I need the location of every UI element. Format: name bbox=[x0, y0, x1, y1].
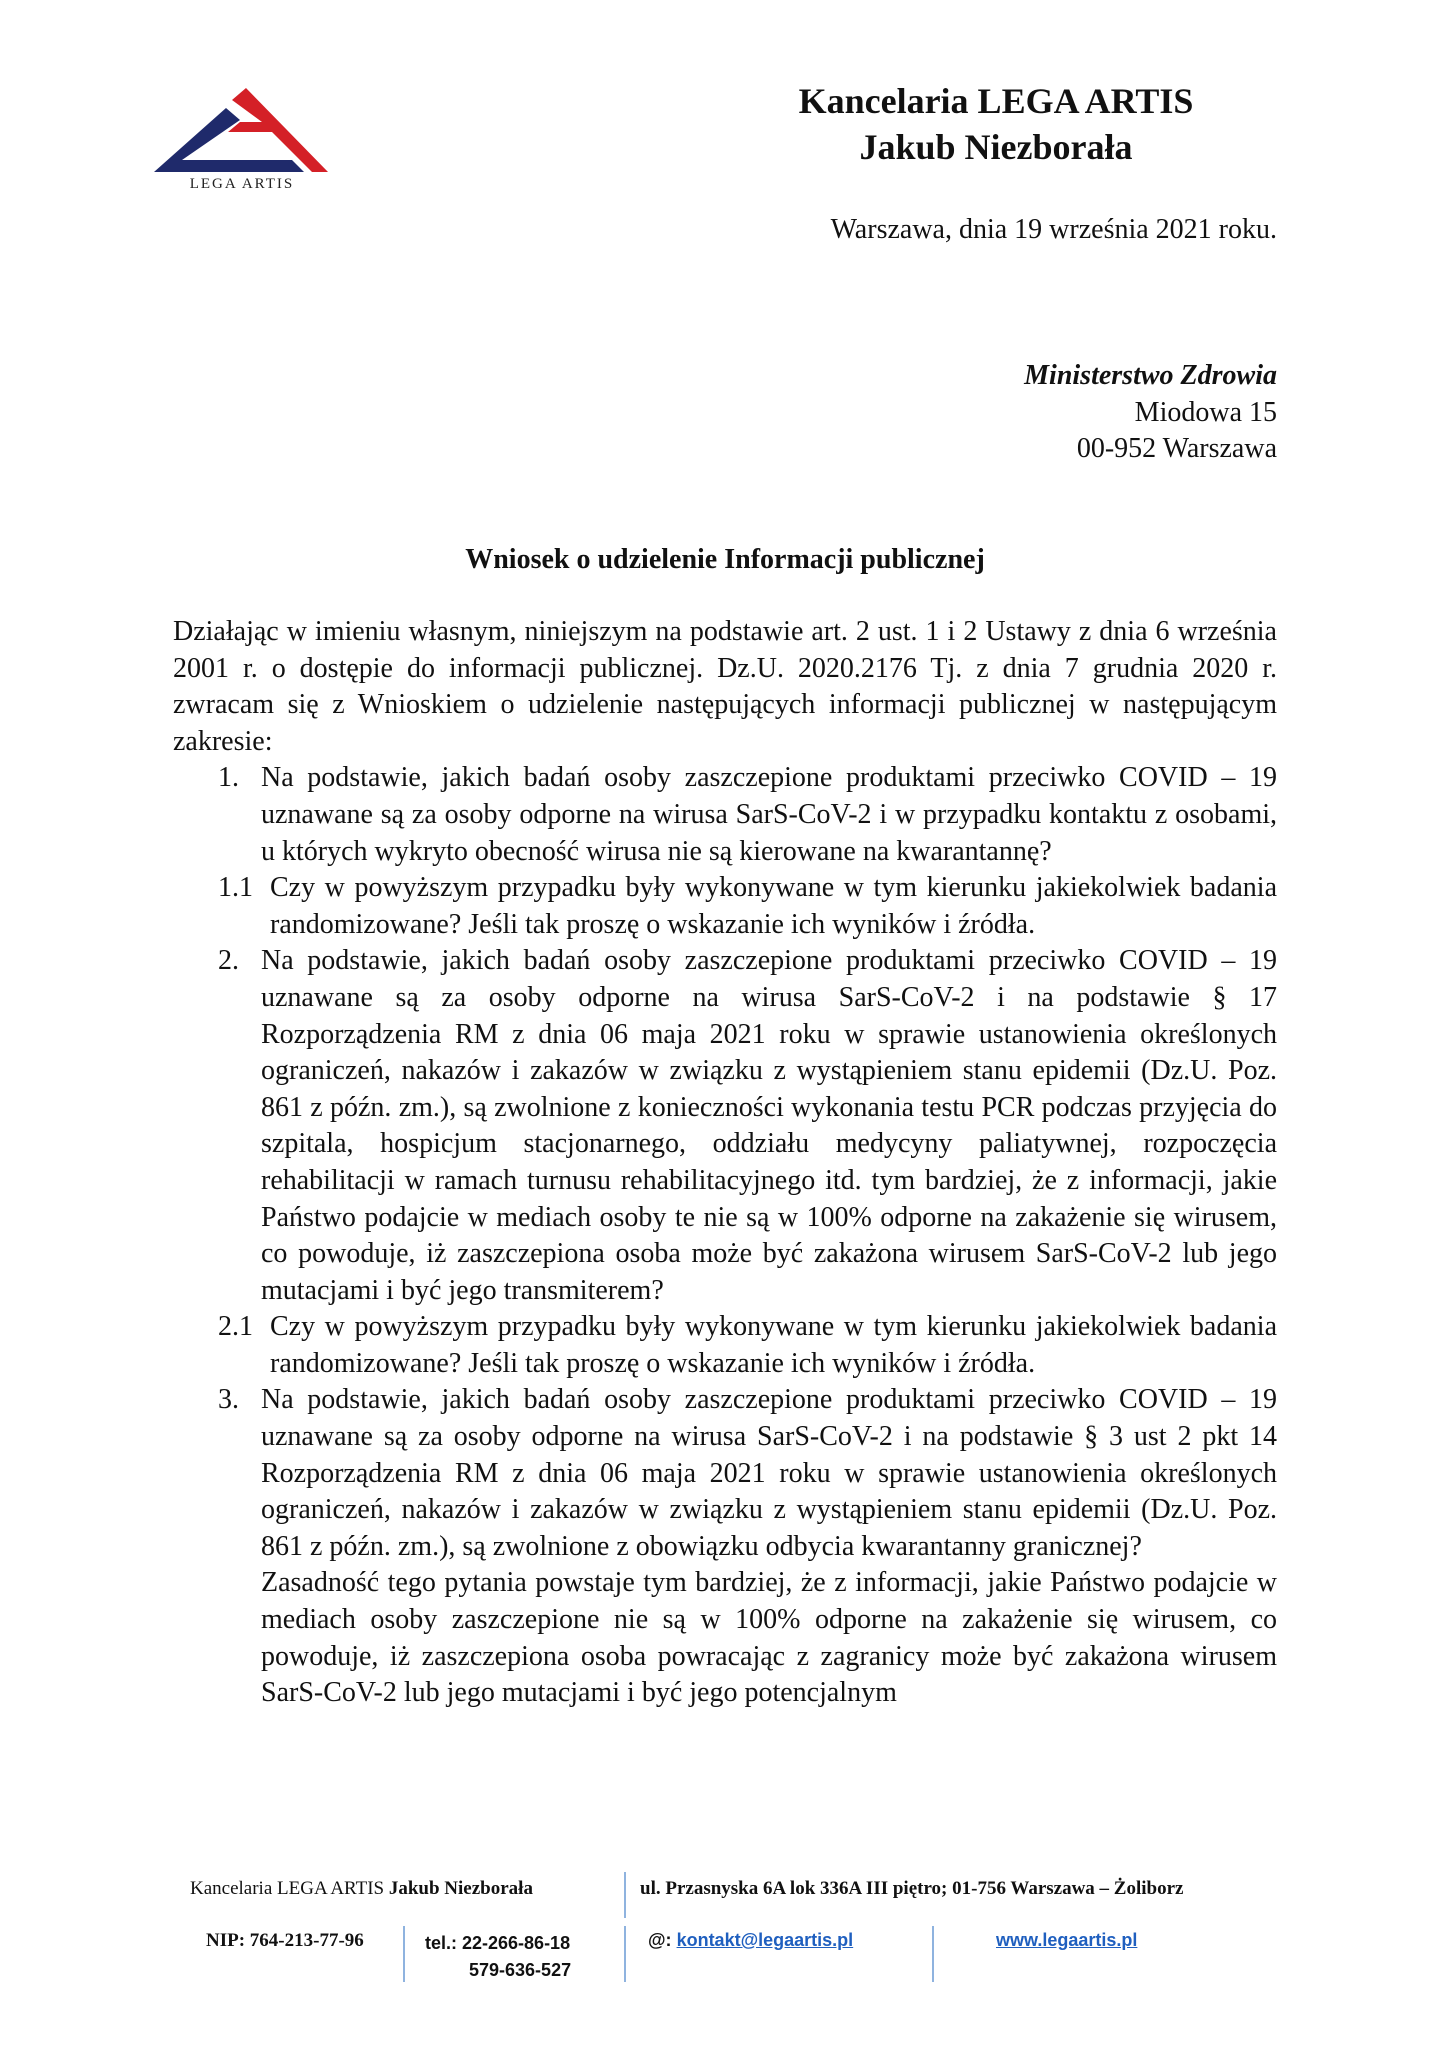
item-number: 3. bbox=[218, 1384, 239, 1416]
document-title: Wniosek o udzielenie Informacji publicznej bbox=[465, 544, 985, 575]
item-number: 2.1 bbox=[218, 1311, 253, 1343]
list-item bbox=[173, 1309, 1277, 1382]
lega-artis-logo bbox=[152, 88, 332, 196]
firm-heading bbox=[700, 78, 1292, 170]
list-item bbox=[173, 1382, 1277, 1565]
list-item bbox=[173, 870, 1277, 943]
footer-address: ul. Przasnyska 6A lok 336A III piętro; 01-756 Warszawa – Żoliborz bbox=[640, 1878, 1184, 1899]
footer-firm-name: Jakub Niezborała bbox=[388, 1878, 533, 1899]
footer-phone bbox=[425, 1930, 571, 1984]
website-link[interactable]: www.legaartis.pl bbox=[996, 1930, 1138, 1950]
item-3-continuation: Zasadność tego pytania powstaje tym bardziej, że z informacji, jakie Państwo podajcie w mediach osoby zaszczepione nie są w 100% odporne na zakażenie się wirusem, co powoduje, iż zaszczepiona osoba powracając z zagranicy może być zakażona wirusem SarS-CoV-2 lub jego mutacjami i być jego potencjalnym bbox=[261, 1567, 1277, 1709]
addressee-name: Ministerstwo Zdrowia bbox=[1024, 360, 1277, 391]
item-number: 2. bbox=[218, 945, 239, 977]
footer-divider bbox=[403, 1926, 405, 1982]
addressee-street: Miodowa 15 bbox=[1134, 396, 1277, 428]
footer-divider bbox=[624, 1872, 626, 1918]
footer-phone-2: 579-636-527 bbox=[469, 1960, 572, 1980]
addressee-city: 00-952 Warszawa bbox=[1076, 433, 1277, 464]
firm-name: Kancelaria LEGA ARTIS bbox=[798, 81, 1194, 121]
item-text: Na podstawie, jakich badań osoby zaszczepione produktami przeciwko COVID – 19 uznawane są za osoby odporne na wirusa SarS-CoV-2 i na podstawie § 3 ust 2 pkt 14 Rozporządzenia RM z dnia 06 maja 2021 roku w sprawie ustanowienia określonych ograniczeń, nakazów i zakazów w związku z wystąpieniem stanu epidemii (Dz.U. Poz. 861 z późn. zm.), są zwolnione z obowiązku odbycia kwarantanny granicznej? bbox=[261, 1384, 1277, 1562]
footer-divider bbox=[624, 1926, 626, 1982]
letterhead-footer bbox=[0, 1870, 1448, 2010]
item-text: Na podstawie, jakich badań osoby zaszczepione produktami przeciwko COVID – 19 uznawane są za osoby odporne na wirusa SarS-CoV-2 i w przypadku kontaktu z osobami, u których wykryto obecność wirusa nie są kierowane na kwarantannę? bbox=[261, 762, 1277, 867]
list-item bbox=[173, 943, 1277, 1309]
footer-nip: NIP: 764-213-77-96 bbox=[206, 1930, 364, 1951]
logo-triangle-icon bbox=[152, 88, 332, 178]
item-number: 1.1 bbox=[218, 872, 253, 904]
footer-email bbox=[648, 1930, 853, 1951]
item-text: Czy w powyższym przypadku były wykonywane w tym kierunku jakiekolwiek badania randomizowane? Jeśli tak proszę o wskazanie ich wyników i źródła. bbox=[270, 872, 1277, 940]
footer-divider bbox=[932, 1926, 934, 1982]
email-link[interactable]: kontakt@legaartis.pl bbox=[676, 1930, 854, 1950]
letter-date: Warszawa, dnia 19 września 2021 roku. bbox=[830, 214, 1277, 245]
email-prefix: @: bbox=[648, 1930, 672, 1950]
item-text: Czy w powyższym przypadku były wykonywane w tym kierunku jakiekolwiek badania randomizowane? Jeśli tak proszę o wskazanie ich wyników i źródła. bbox=[270, 1311, 1277, 1379]
footer-firm-prefix: Kancelaria LEGA ARTIS bbox=[190, 1878, 385, 1899]
request-list bbox=[173, 760, 1277, 1565]
intro-paragraph: Działając w imieniu własnym, niniejszym na podstawie art. 2 ust. 1 i 2 Ustawy z dnia 6 września 2001 r. o dostępie do informacji publicznej. Dz.U. 2020.2176 Tj. z dnia 7 grudnia 2020 r. zwracam się z Wnioskiem o udzielenie następujących informacji publicznej w następującym zakresie: bbox=[173, 616, 1277, 757]
firm-owner: Jakub Niezborała bbox=[859, 127, 1133, 167]
footer-website bbox=[996, 1930, 1137, 1951]
footer-phone-1: tel.: 22-266-86-18 bbox=[425, 1933, 571, 1953]
logo-text: LEGA ARTIS bbox=[189, 176, 295, 192]
footer-firm bbox=[190, 1878, 533, 1900]
item-number: 1. bbox=[218, 762, 239, 794]
document-body bbox=[173, 614, 1277, 1712]
list-item bbox=[173, 760, 1277, 870]
addressee-block bbox=[1024, 358, 1277, 468]
item-text: Na podstawie, jakich badań osoby zaszczepione produktami przeciwko COVID – 19 uznawane są za osoby odporne na wirusa SarS-CoV-2 i na podstawie § 17 Rozporządzenia RM z dnia 06 maja 2021 roku w sprawie ustanowienia określonych ograniczeń, nakazów i zakazów w związku z wystąpieniem stanu epidemii (Dz.U. Poz. 861 z późn. zm.), są zwolnione z konieczności wykonania testu PCR podczas przyjęcia do szpitala, hospicjum stacjonarnego, oddziału medycyny paliatywnej, rozpoczęcia rehabilitacji w ramach turnusu rehabilitacyjnego itd. tym bardziej, że z informacji, jakie Państwo podajcie w mediach osoby te nie są w 100% odporne na zakażenie się wirusem, co powoduje, iż zaszczepiona osoba może być zakażona wirusem SarS-CoV-2 lub jego mutacjami i być jego transmiterem? bbox=[261, 945, 1277, 1306]
